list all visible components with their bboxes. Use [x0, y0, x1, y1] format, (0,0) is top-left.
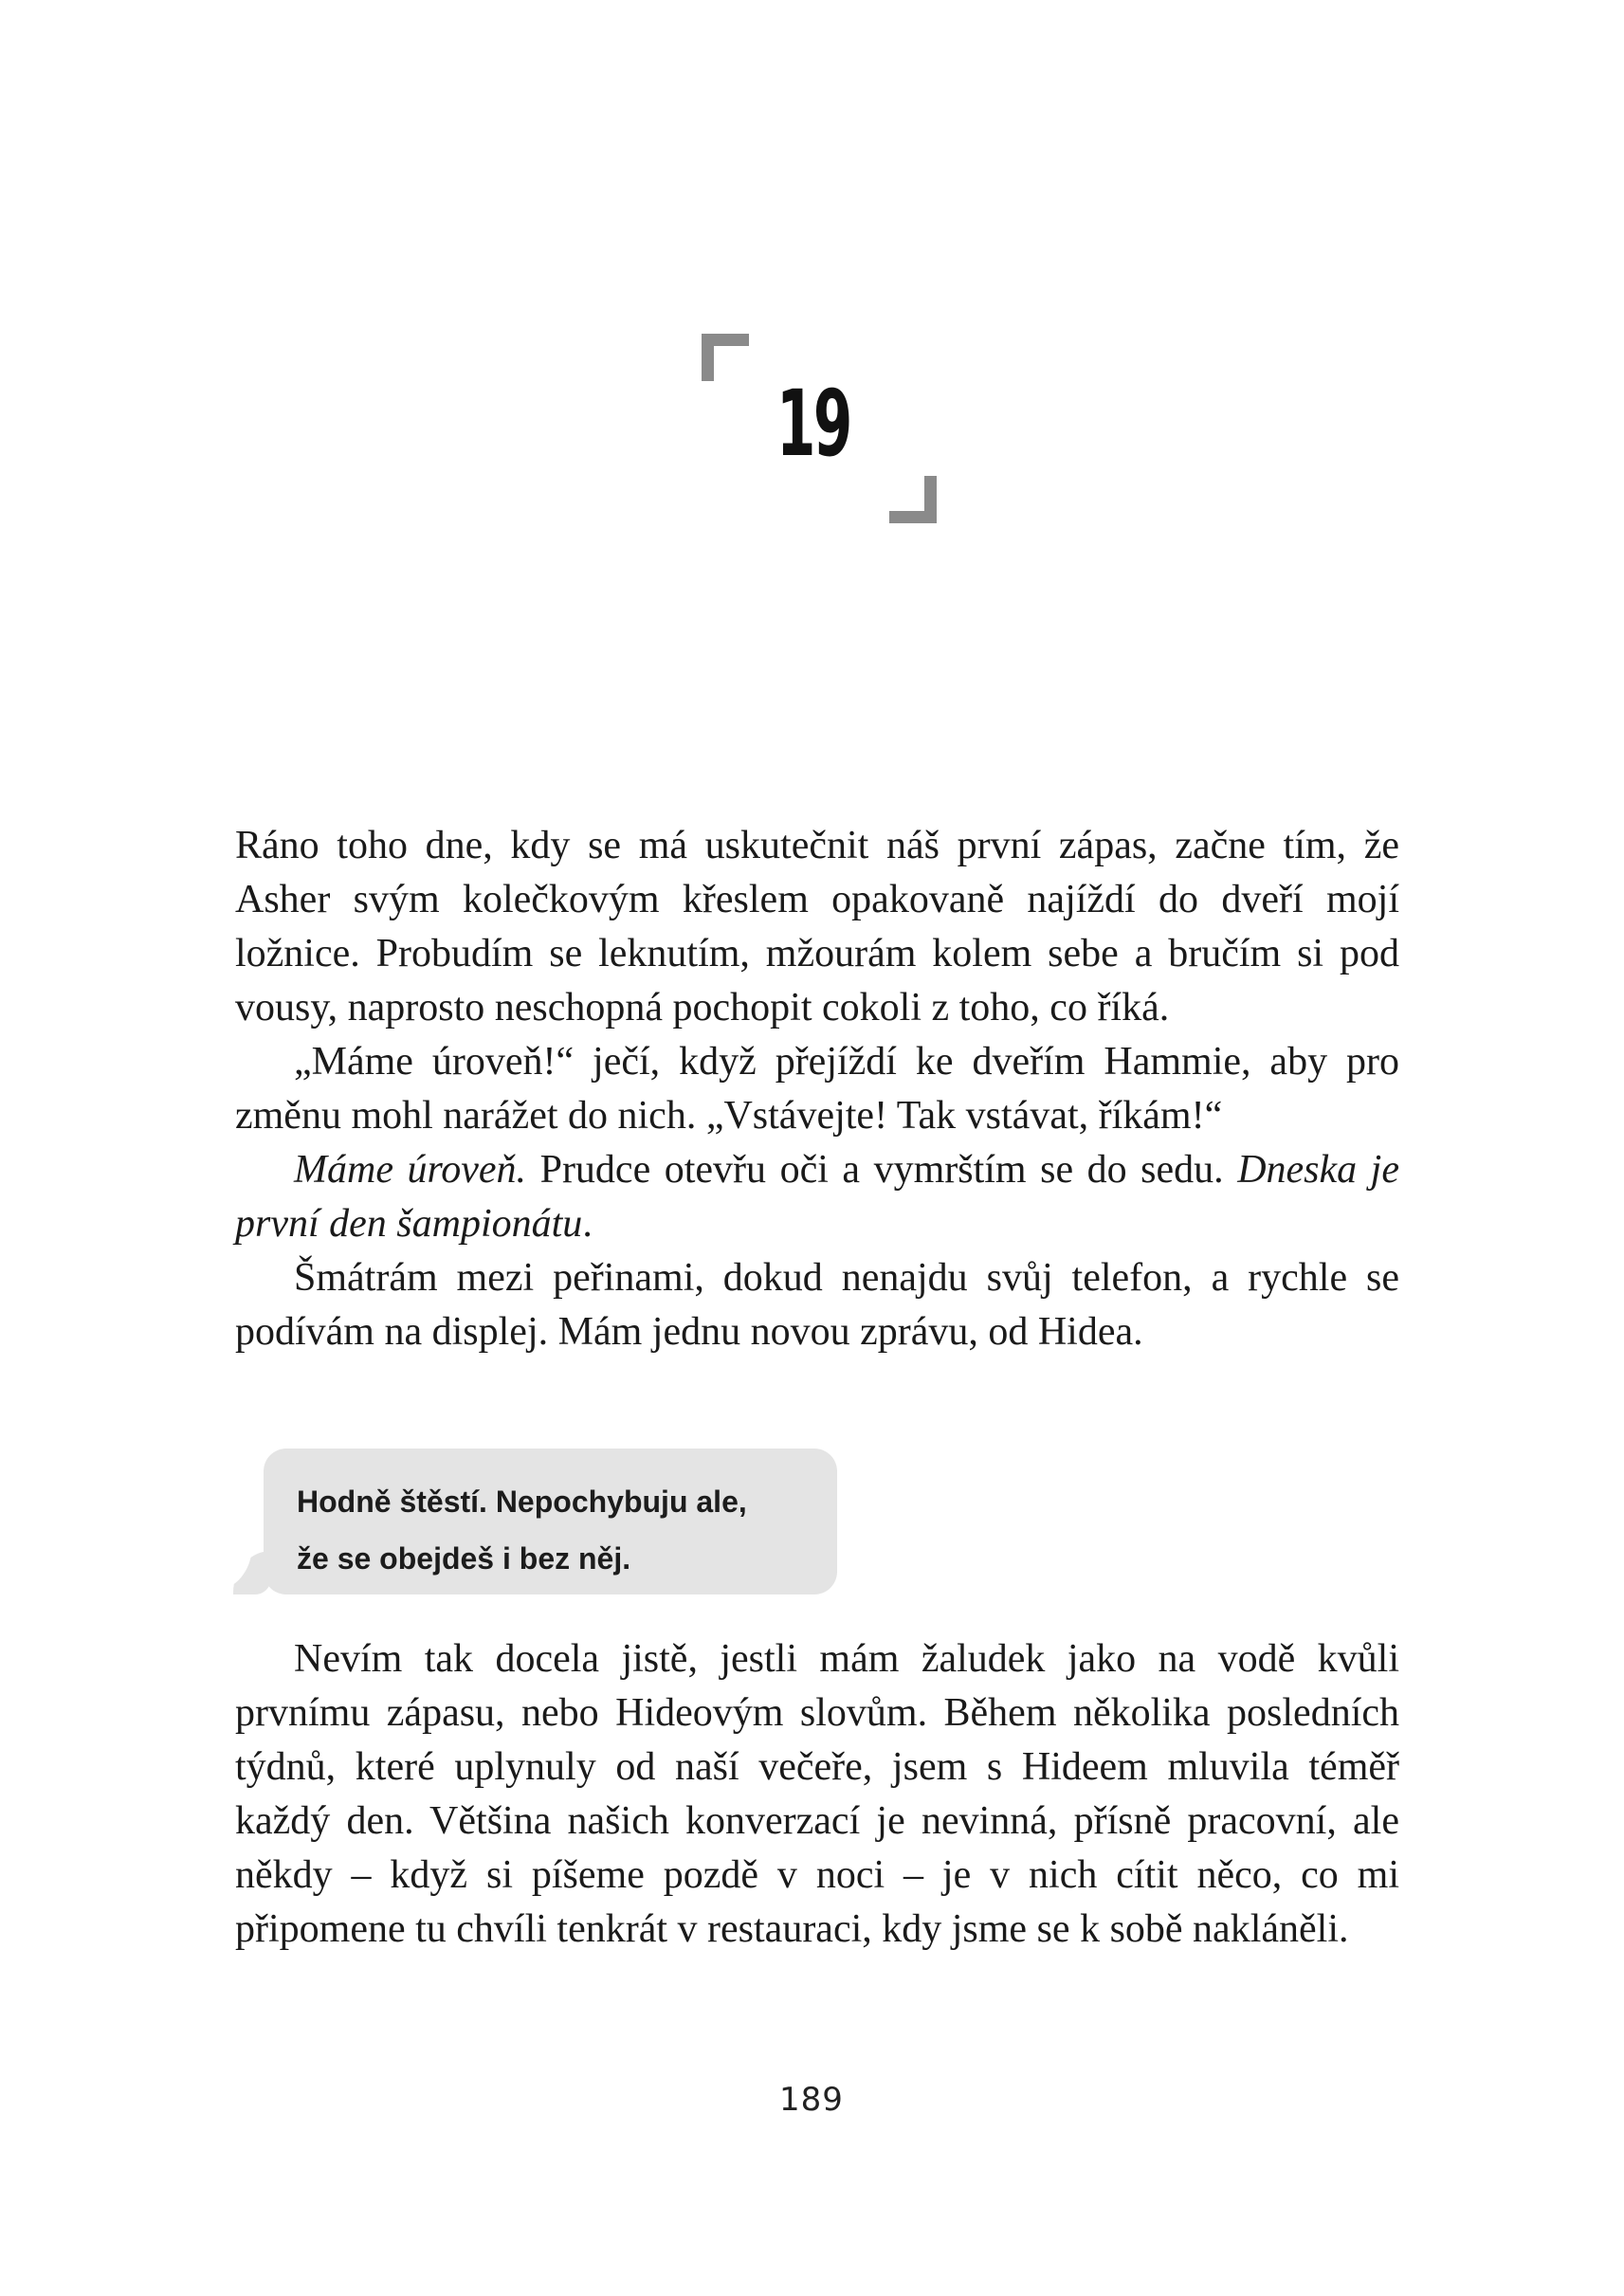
paragraph-3-end: .: [582, 1202, 593, 1246]
page-number: 189: [779, 2081, 844, 2119]
message-line-2: že se obejdeš i bez něj.: [297, 1541, 631, 1576]
paragraph-5: Nevím tak docela jistě, jestli mám žaludek jako na vodě kvůli prvnímu zápasu, nebo Hideovým slovům. Během několika posledních týdnů, které uplynuly od naší večeře, jsem s Hideem mluvila téměř každý den. Většina našich konverzací je nevinná, přísně pracovní, ale někdy – když si píšeme pozdě v noci – je v nich cítit něco, co mi připomene tu chvíli tenkrát v restauraci, kdy jsme se k sobě nakláněli.: [235, 1637, 1399, 1951]
message-bubble: [264, 1449, 837, 1594]
body-text-bottom: [235, 1632, 1399, 1957]
message-line-1: Hodně štěstí. Nepochybuju ale,: [297, 1485, 747, 1519]
paragraph-3-middle: Prudce otevřu oči a vymrštím se do sedu.: [526, 1148, 1238, 1192]
chapter-corner-mark-top-left: [702, 334, 749, 381]
paragraph-3-italic-start: Máme úroveň.: [294, 1148, 527, 1192]
paragraph-4: Šmátrám mezi peřinami, dokud nenajdu svůj telefon, a rychle se podívám na displej. Mám jednu novou zprávu, od Hidea.: [235, 1256, 1399, 1354]
paragraph-2: „Máme úroveň!“ ječí, když přejíždí ke dveřím Hammie, aby pro změnu mohl narážet do nich. „Vstávejte! Tak vstávat, říkám!“: [235, 1040, 1399, 1138]
paragraph-3-italic-end: Dneska je první den šampionátu: [235, 1148, 1399, 1246]
paragraph-1: Ráno toho dne, kdy se má uskutečnit náš první zápas, začne tím, že Asher svým kolečkovým křeslem opakovaně najíždí do dveří mojí ložnice. Probudím se leknutím, mžourám kolem sebe a bručím si pod vousy, naprosto neschopná pochopit cokoli z toho, co říká.: [235, 824, 1399, 1030]
paragraph-3: [235, 1143, 1399, 1251]
chapter-corner-mark-bottom-right: [889, 476, 937, 523]
chapter-number: 19: [776, 371, 850, 477]
body-text-top: [235, 819, 1399, 1359]
